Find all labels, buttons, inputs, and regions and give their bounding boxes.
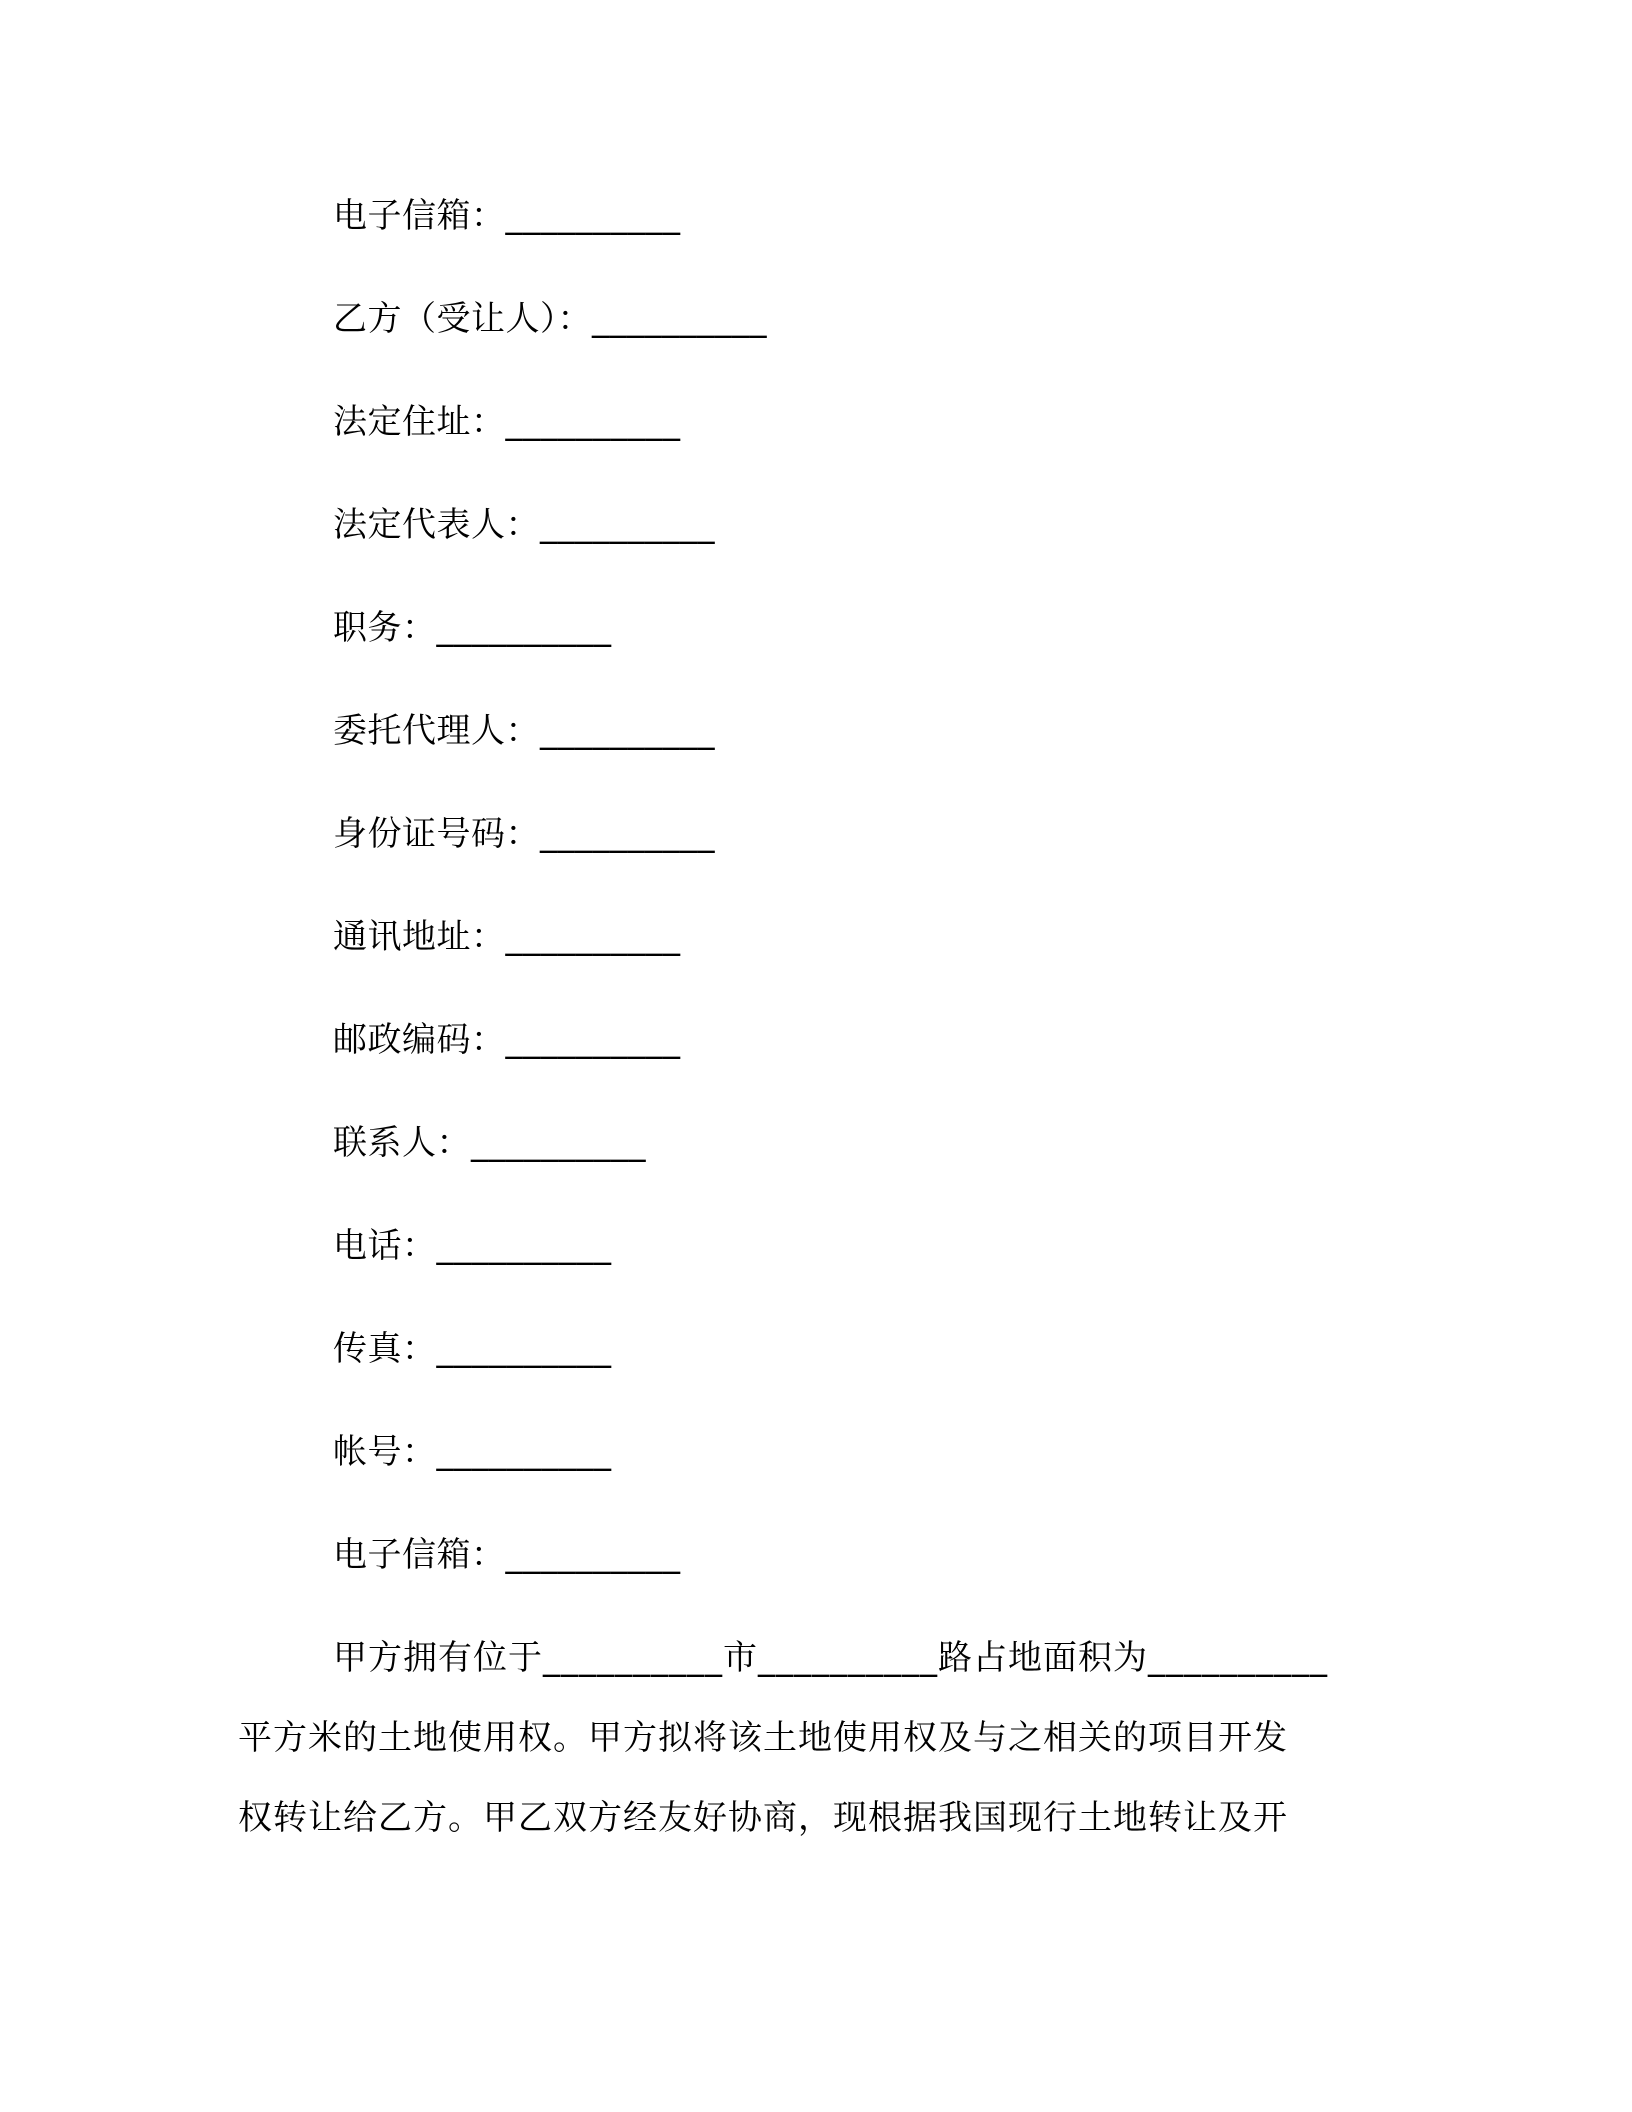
paragraph-line: 甲方拥有位于__________市__________路占地面积为__________ [333, 1638, 1328, 1678]
field-email-1: 电子信箱：__________ [333, 196, 681, 236]
field-legal-representative: 法定代表人：__________ [333, 505, 715, 545]
field-telephone: 电话：__________ [333, 1226, 612, 1266]
field-party-b: 乙方（受让人）：__________ [333, 299, 767, 339]
field-contact-person: 联系人：__________ [333, 1123, 646, 1163]
field-mailing-address: 通讯地址：__________ [333, 917, 681, 957]
field-legal-address: 法定住址：__________ [333, 402, 681, 442]
paragraph-line: 权转让给乙方。甲乙双方经友好协商，现根据我国现行土地转让及开 [238, 1798, 1288, 1838]
field-position: 职务：__________ [333, 608, 612, 648]
field-postal-code: 邮政编码：__________ [333, 1020, 681, 1060]
field-email-2: 电子信箱：__________ [333, 1535, 681, 1575]
paragraph-line: 平方米的土地使用权。甲方拟将该土地使用权及与之相关的项目开发 [238, 1718, 1288, 1758]
field-id-number: 身份证号码：__________ [333, 814, 715, 854]
field-fax: 传真：__________ [333, 1329, 612, 1369]
field-authorized-agent: 委托代理人：__________ [333, 711, 715, 751]
field-account: 帐号：__________ [333, 1432, 612, 1472]
